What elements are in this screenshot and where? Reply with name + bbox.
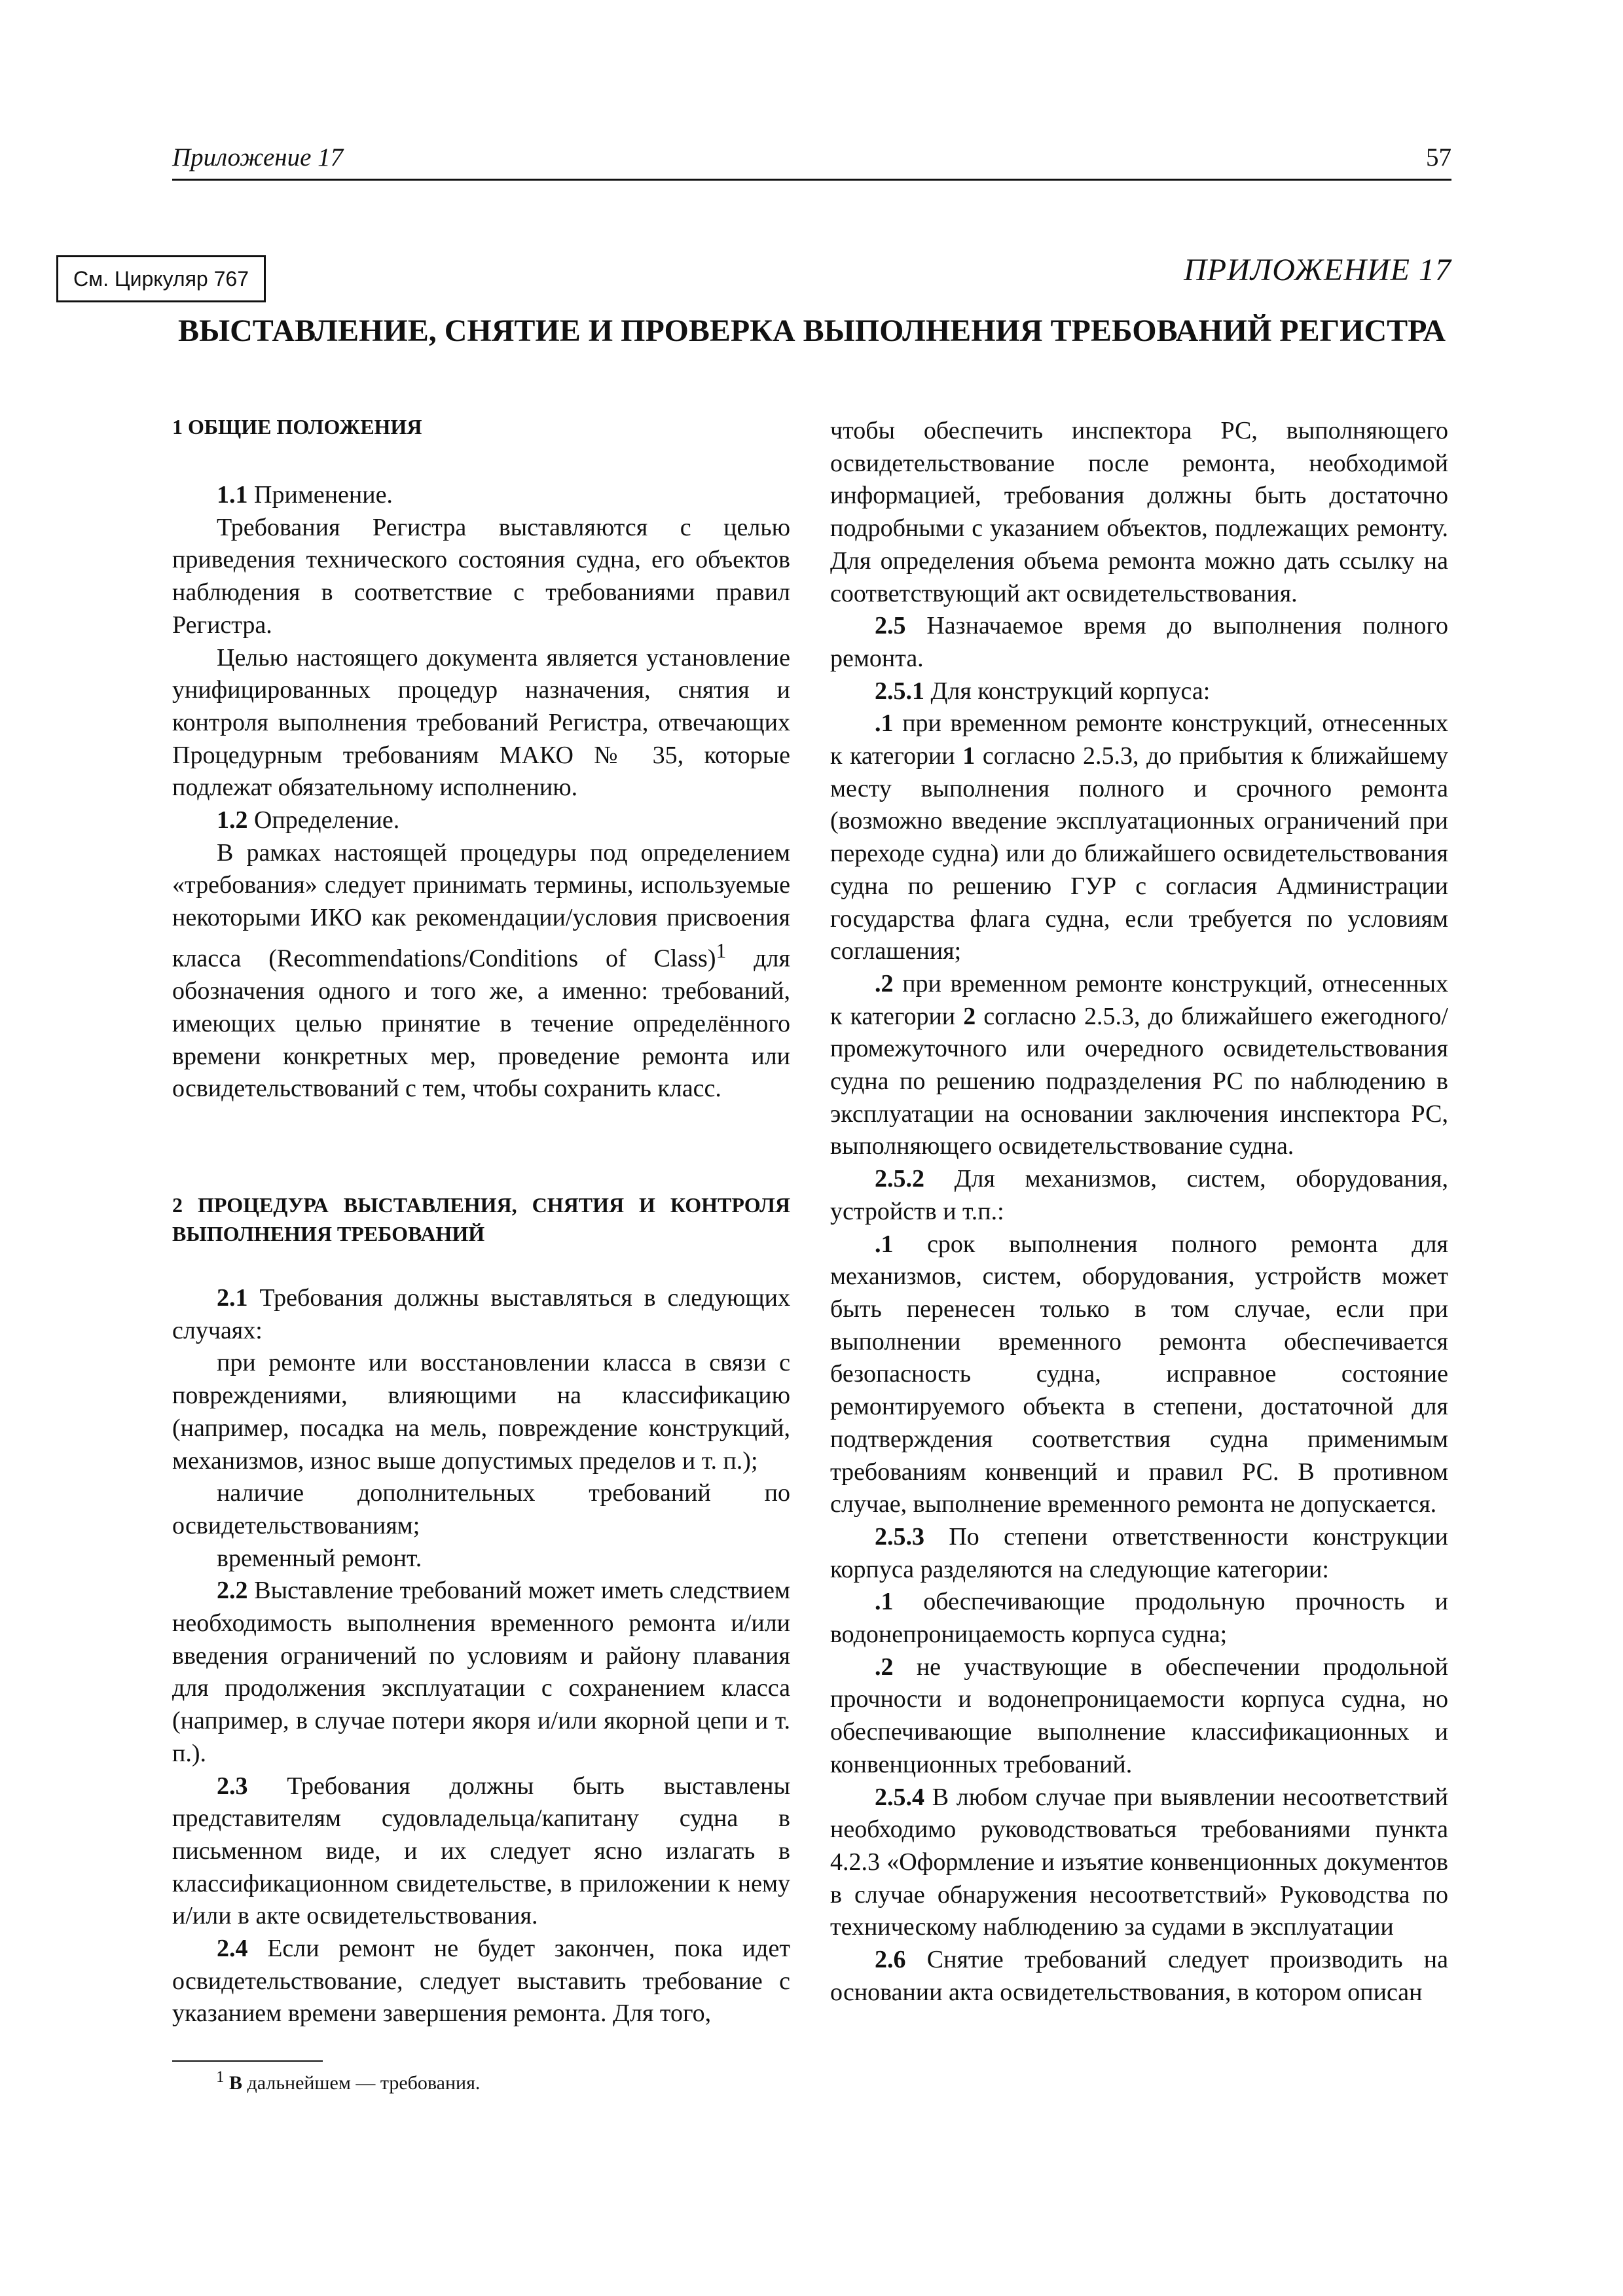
- item-number: .2: [875, 1653, 894, 1681]
- section-1-heading: 1 ОБЩИЕ ПОЛОЖЕНИЯ: [172, 415, 422, 439]
- para-2-4-continued: чтобы обеспечить инспектора РС, выполняющего освидетельствование после ремонта, необходимой информацией, требования должны быть достаточно подробными с указанием объектов, подлежащих ремонту. Для определения объема ремонта можно дать ссылку на соответствующий акт освидетельствования.: [830, 417, 1448, 607]
- para-2-5-3-item-2: .2 не участвующие в обеспечении продольной прочности и водонепроницаемости корпуса судна, но обеспечивающие выполнение классификационных и конвенционных требований.: [830, 1653, 1448, 1778]
- para-2-1-item-c: временный ремонт.: [217, 1544, 422, 1572]
- footnote-mark: 1: [216, 2068, 225, 2086]
- para-2-4: 2.4 Если ремонт не будет закончен, пока идет освидетельствование, следует выставить требование с указанием времени завершения ремонта. Для того,: [172, 1935, 790, 2028]
- para-2-5-1-item-1: .1 при временном ремонте конструкций, отнесенных к категории 1 согласно 2.5.3, до прибытия к ближайшему месту выполнения полного и срочного ремонта (возможно введение эксплуатационных ограничений при переходе судна) или до ближайшего освидетельствования судна по решению ГУР с согласия Администрации государства флага судна, если требуется по условиям соглашения;: [830, 709, 1448, 965]
- para-2-5-2-item-1: .1 срок выполнения полного ремонта для механизмов, систем, оборудования, устройств может быть перенесен только в том случае, если при выполнении временного ремонта обеспечивается безопасность судна, исправное состояние ремонтируемого объекта в степени, достаточной для подтверждения соответствия судна применимым требованиям конвенций и правил РС. В противном случае, выполнение временного ремонта не допускается.: [830, 1230, 1448, 1518]
- item-number: .2: [875, 969, 894, 997]
- para-number: 1.2: [217, 806, 248, 834]
- para-1-2-heading: 1.2 Определение.: [217, 806, 400, 834]
- para-2-5-1-item-2: .2 при временном ремонте конструкций, отнесенных к категории 2 согласно 2.5.3, до ближайшего ежегодного/промежуточного или очередного освидетельствования судна по решению подразделения РС по наблюдению в эксплуатации на основании заключения инспектора РС, выполняющего освидетельствование судна.: [830, 969, 1448, 1160]
- para-number: 2.2: [217, 1577, 248, 1605]
- running-header-title: Приложение 17: [172, 143, 344, 171]
- right-column: [830, 415, 1448, 2009]
- para-number: 2.5.1: [875, 677, 924, 705]
- appendix-label: ПРИЛОЖЕНИЕ 17: [1184, 253, 1451, 287]
- para-2-6: 2.6 Снятие требований следует производить на основании акта освидетельствования, в котором описан: [830, 1946, 1448, 2006]
- footnote-rule: [172, 2060, 323, 2062]
- item-number: .1: [875, 1588, 894, 1616]
- para-number: 2.5.3: [875, 1522, 924, 1551]
- item-number: .1: [875, 709, 894, 738]
- para-1-1-purpose: Целью настоящего документа является установление унифицированных процедур назначения, снятия и контроля выполнения требований Регистра, отвечающих Процедурным требованиям МАКО № 35, которые подлежат обязательному исполнению.: [172, 643, 790, 802]
- document-title: ВЫСТАВЛЕНИЕ, СНЯТИЕ И ПРОВЕРКА ВЫПОЛНЕНИЯ ТРЕБОВАНИЙ РЕГИСТРА: [177, 314, 1446, 348]
- para-2-5-1: 2.5.1 Для конструкций корпуса:: [875, 677, 1211, 705]
- para-number: 2.5.2: [875, 1165, 924, 1193]
- para-1-1-heading: 1.1 Применение.: [217, 481, 393, 509]
- para-2-5-3-item-1: .1 обеспечивающие продольную прочность и водонепроницаемость корпуса судна;: [830, 1588, 1448, 1649]
- para-1-2-body: В рамках настоящей процедуры под определением «требования» следует принимать термины, используемые некоторыми ИКО как рекомендации/условия присвоения класса (Recommendations/Conditions of Class)$^1$ для обозначения одного и того же, а именно: требований, имеющих целью принятие в течение определённого времени конкретных мер, проведение ремонта или освидетельствований с тем, чтобы сохранить класс.: [172, 838, 791, 1103]
- left-column: [172, 412, 790, 2030]
- para-number: 2.5: [875, 612, 906, 640]
- para-number: 2.4: [217, 1935, 248, 1963]
- para-2-5-3: 2.5.3 По степени ответственности конструкции корпуса разделяются на следующие категории:: [830, 1522, 1448, 1583]
- para-number: 2.3: [217, 1772, 248, 1800]
- para-2-1-item-b: наличие дополнительных требований по освидетельствованиям;: [172, 1479, 790, 1539]
- category-number: 2: [963, 1002, 976, 1030]
- para-2-5-2: 2.5.2 Для механизмов, систем, оборудования, устройств и т.п.:: [830, 1165, 1448, 1225]
- page-number: 57: [1426, 143, 1451, 171]
- circular-reference-box: См. Циркуляр 767: [56, 255, 266, 302]
- para-2-5: 2.5 Назначаемое время до выполнения полного ремонта.: [830, 612, 1448, 672]
- para-number: 1.1: [217, 481, 248, 509]
- para-2-3: 2.3 Требования должны быть выставлены представителям судовладельца/капитану судна в письменном виде, и их следует ясно излагать в классификационном свидетельстве, в приложении к нему и/или в акте освидетельствования.: [172, 1772, 790, 1930]
- footnote: $^1$ В дальнейшем — требования.: [216, 2068, 481, 2094]
- category-number: 1: [962, 742, 976, 770]
- para-number: 2.6: [875, 1946, 906, 1974]
- para-2-1: 2.1 Требования должны выставляться в следующих случаях:: [172, 1284, 790, 1344]
- para-number: 2.5.4: [875, 1783, 924, 1811]
- section-2-heading: 2 ПРОЦЕДУРА ВЫСТАВЛЕНИЯ, СНЯТИЯ И КОНТРОЛЯ ВЫПОЛНЕНИЯ ТРЕБОВАНИЙ: [172, 1193, 790, 1246]
- para-2-5-4: 2.5.4 В любом случае при выявлении несоответствий необходимо руководствоваться требованиями пункта 4.2.3 «Оформление и изъятие конвенционных документов в случае обнаружения несоответствий» Руководства по техническому наблюдению за судами в эксплуатации: [830, 1783, 1448, 1941]
- item-number: .1: [875, 1230, 894, 1258]
- para-2-1-item-a: при ремонте или восстановлении класса в связи с повреждениями, влияющими на классификацию (например, посадка на мель, повреждение конструкций, механизмов, износ выше допустимых пределов и т. п.);: [172, 1349, 790, 1475]
- header-rule: [172, 179, 1451, 181]
- para-number: 2.1: [217, 1284, 248, 1312]
- para-1-1-body: Требования Регистра выставляются с целью приведения технического состояния судна, его объектов наблюдения в соответствие с требованиями правил Регистра.: [172, 513, 790, 639]
- footnote-ref: 1: [716, 939, 727, 962]
- para-2-2: 2.2 Выставление требований может иметь следствием необходимость выполнения временного ремонта и/или введения ограничений по условиям и району плавания для продолжения эксплуатации с сохранением класса (например, в случае потери якоря и/или якорной цепи и т. п.).: [172, 1577, 790, 1767]
